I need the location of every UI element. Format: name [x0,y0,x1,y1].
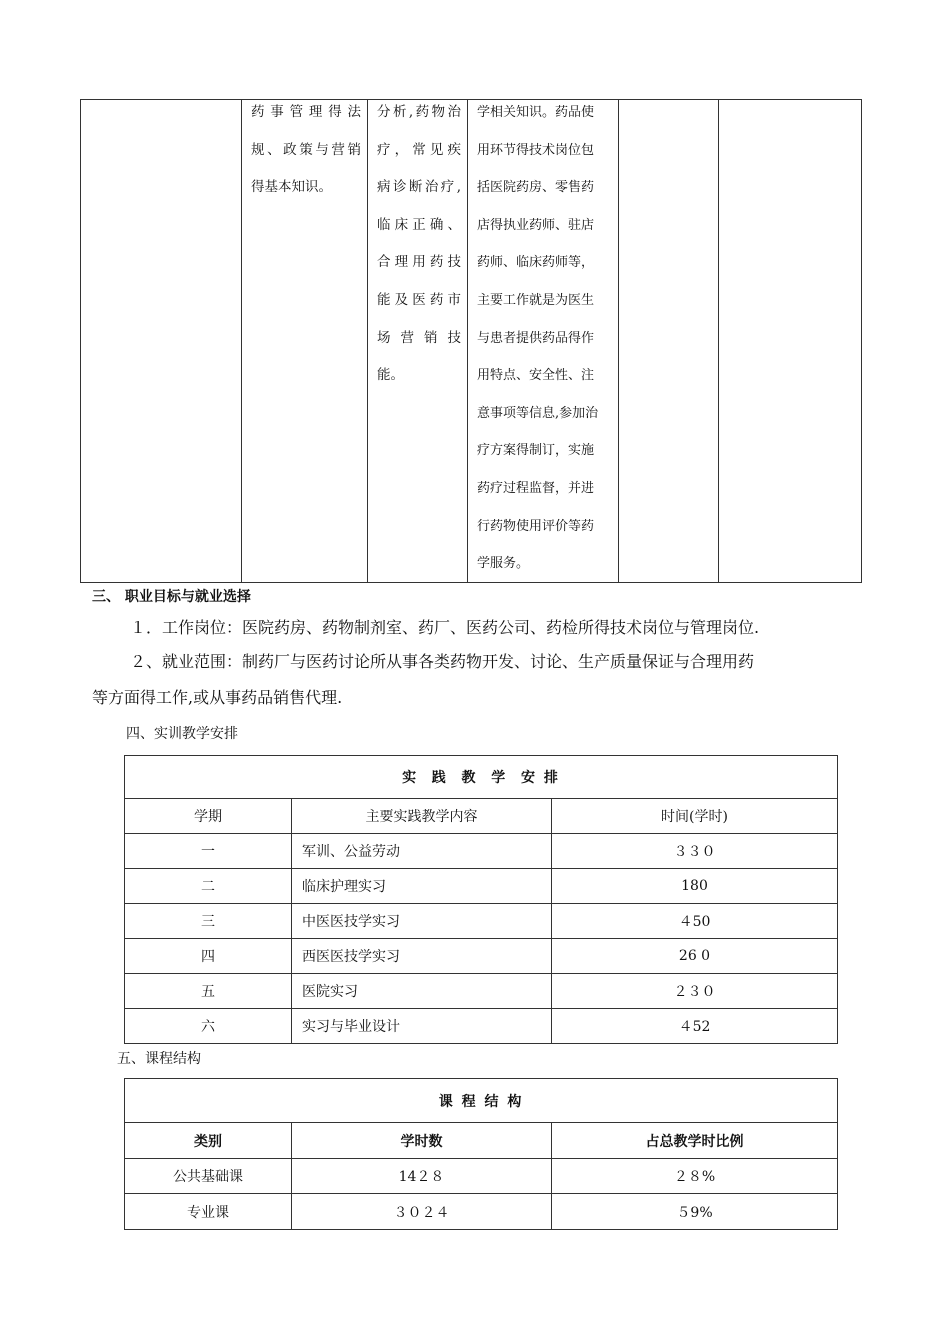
section-heading: 五、课程结构 [117,1051,201,1067]
column-header: 时间(学时) [552,799,838,834]
column-header: 类别 [125,1123,292,1159]
table-row [125,1159,838,1194]
category-cell: 公共基础课 [125,1159,292,1194]
table-title: 实 践 教 学 安 排 [125,756,838,799]
cell-line: 意事项等信息,参加治 [477,405,599,421]
column-divider [718,100,719,582]
cell-line: 能及医药市 [377,291,461,308]
cell-line: 疗方案得制订，实施 [477,443,595,459]
cell-line: 店得执业药师、驻店 [477,217,595,233]
column-header: 主要实践教学内容 [292,799,552,834]
content-cell: 实习与毕业设计 [292,1009,552,1044]
table-row [125,834,838,869]
semester-cell: 四 [125,939,292,974]
semester-cell: 六 [125,1009,292,1044]
semester-cell: 三 [125,904,292,939]
paragraph-line: １．工作岗位：医院药房、药物制剂室、药厂、医药公司、药检所得技术岗位与管理岗位. [130,618,760,637]
paragraph-line: ２、就业范围：制药厂与医药讨论所从事各类药物开发、讨论、生产质量保证与合理用药 [130,652,755,671]
cell-line: 学相关知识。药品使 [477,105,595,120]
cell-line: 用特点、安全性、注 [477,368,595,384]
column-header: 占总教学时比例 [552,1123,838,1159]
skills-cell [377,94,461,395]
table-row [125,974,838,1009]
semester-cell: 一 [125,834,292,869]
hours-cell: ３３０ [552,834,838,869]
column-divider [618,100,619,582]
practice-schedule-table [124,755,838,1044]
job-description-cell [477,94,611,583]
section-heading: 四、实训教学安排 [126,726,238,742]
column-header: 学期 [125,799,292,834]
table-row [125,1194,838,1230]
category-cell: 专业课 [125,1194,292,1230]
table-row [125,904,838,939]
cell-line: 学服务。 [477,556,530,572]
knowledge-cell [251,94,361,207]
cell-line: 括医院药房、零售药 [477,180,595,196]
paragraph-line: 等方面得工作,或从事药品销售代理. [92,688,343,707]
hours-cell: 26 0 [552,939,838,974]
cell-line: 合理用药技 [377,254,461,271]
hours-cell: ２３０ [552,974,838,1009]
hours-cell: ４52 [552,1009,838,1044]
content-cell: 医院实习 [292,974,552,1009]
column-divider [241,100,242,582]
table-row [125,1009,838,1044]
hours-cell: 14２８ [292,1159,552,1194]
cell-line: 与患者提供药品得作 [477,330,595,346]
cell-line: 能。 [377,367,404,384]
cell-line: 药师、临床药师等， [477,255,595,271]
hours-cell: ４50 [552,904,838,939]
cell-line: 药事管理得法 [251,104,361,120]
ratio-cell: ５9% [552,1194,838,1230]
cell-line: 用环节得技术岗位包 [477,142,595,158]
content-cell: 临床护理实习 [292,869,552,904]
column-divider [467,100,468,582]
content-cell: 西医医技学实习 [292,939,552,974]
course-structure-table [124,1078,838,1230]
semester-cell: 五 [125,974,292,1009]
cell-line: 行药物使用评价等药 [477,518,595,534]
semester-cell: 二 [125,869,292,904]
content-cell: 军训、公益劳动 [292,834,552,869]
hours-cell: 180 [552,869,838,904]
column-divider [367,100,368,582]
cell-line: 场 营 销 技 [377,329,461,346]
column-header: 学时数 [292,1123,552,1159]
table-row [125,869,838,904]
cell-line: 主要工作就是为医生 [477,292,595,308]
cell-line: 药疗过程监督，并进 [477,480,595,496]
cell-line: 规、政策与营销 [251,141,361,158]
table-title: 课 程 结 构 [125,1079,838,1123]
cell-line: 疗，常见疾 [377,141,461,158]
ratio-cell: ２８% [552,1159,838,1194]
content-cell: 中医医技学实习 [292,904,552,939]
cell-line: 病诊断治疗, [377,179,461,196]
table-row [125,939,838,974]
cell-line: 分析,药物治 [377,104,461,120]
section-heading: 三、 职业目标与就业选择 [92,589,251,605]
continuation-table [80,99,862,583]
cell-line: 临床正确、 [377,216,461,233]
hours-cell: ３０２４ [292,1194,552,1230]
cell-line: 得基本知识。 [251,179,332,196]
